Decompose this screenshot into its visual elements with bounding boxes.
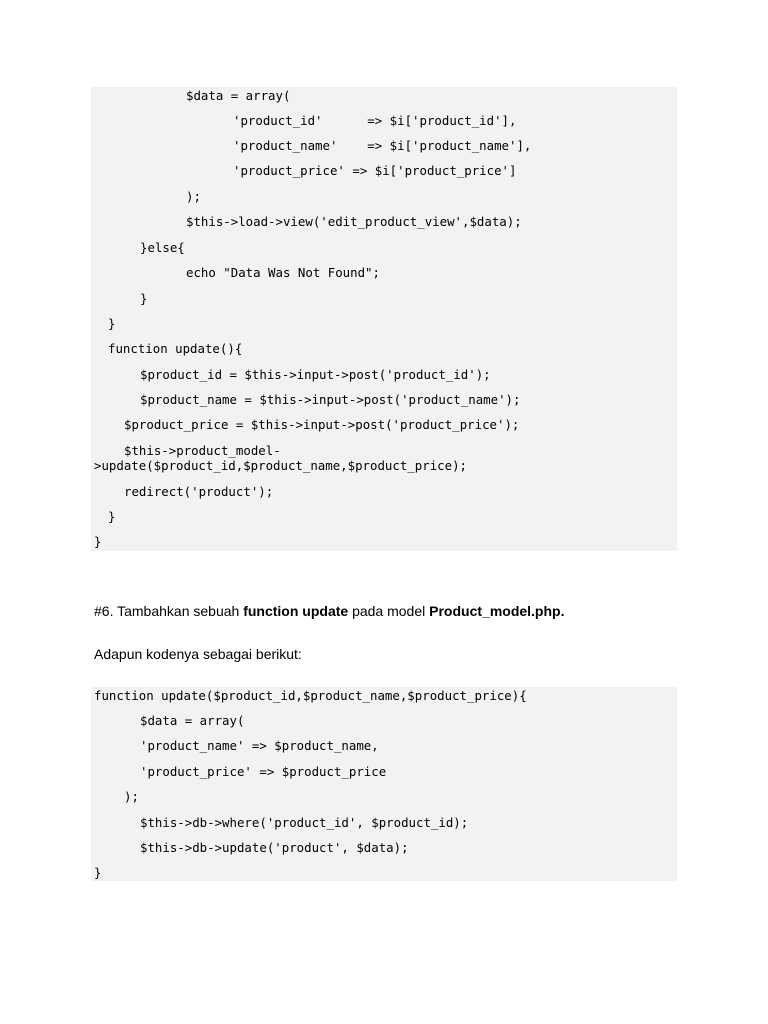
code-line: } bbox=[108, 316, 116, 331]
code-line: function update($product_id,$product_name,$product_price){ bbox=[94, 688, 527, 703]
code-line: $product_name = $this->input->post('product_name'); bbox=[140, 392, 521, 407]
code-line: } bbox=[108, 509, 116, 524]
code-line: redirect('product'); bbox=[124, 484, 274, 499]
step-6-prefix: #6. Tambahkan sebuah bbox=[94, 603, 244, 619]
code-line: $product_id = $this->input->post('product_id'); bbox=[140, 367, 491, 382]
step-6-bold-function: function update bbox=[243, 603, 349, 619]
code-line: $data = array( bbox=[140, 713, 245, 728]
code-line: 'product_name' => $i['product_name'], bbox=[233, 138, 532, 153]
code-line: } bbox=[140, 291, 148, 306]
code-line: }else{ bbox=[140, 240, 185, 255]
code-line: 'product_price' => $product_price bbox=[140, 764, 387, 779]
code-line: $this->db->where('product_id', $product_id); bbox=[140, 815, 469, 830]
step-6-paragraph bbox=[94, 602, 564, 620]
code-block-controller bbox=[91, 87, 677, 551]
code-line: 'product_price' => $i['product_price'] bbox=[233, 163, 517, 178]
code-line: $this->db->update('product', $data); bbox=[140, 840, 409, 855]
step-6-bold-filename: Product_model.php. bbox=[429, 603, 565, 619]
code-line: } bbox=[94, 534, 102, 549]
code-line: ); bbox=[124, 789, 139, 804]
code-line: function update(){ bbox=[108, 341, 243, 356]
step-6-middle: pada model bbox=[348, 603, 430, 619]
code-line: echo "Data Was Not Found"; bbox=[186, 265, 380, 280]
code-line: >update($product_id,$product_name,$product_price); bbox=[94, 458, 467, 473]
code-line: $data = array( bbox=[186, 88, 291, 103]
code-line: $product_price = $this->input->post('product_price'); bbox=[124, 417, 520, 432]
intro-paragraph: Adapun kodenya sebagai berikut: bbox=[94, 646, 302, 662]
code-line: 'product_name' => $product_name, bbox=[140, 738, 379, 753]
code-line: } bbox=[94, 865, 102, 880]
code-line: 'product_id' => $i['product_id'], bbox=[233, 113, 517, 128]
code-line: ); bbox=[186, 189, 201, 204]
code-line: $this->product_model- bbox=[124, 443, 281, 458]
code-line: $this->load->view('edit_product_view',$data); bbox=[186, 214, 522, 229]
